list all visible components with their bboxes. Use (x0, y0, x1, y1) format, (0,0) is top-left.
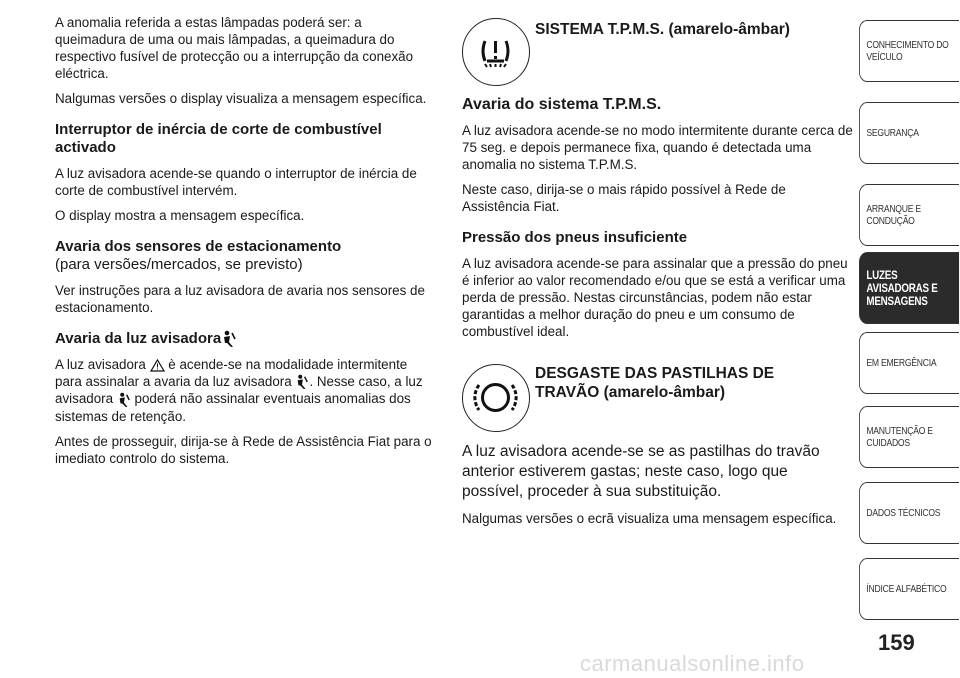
tab-emergency[interactable]: EM EMERGÊNCIA (859, 332, 959, 394)
paragraph: A luz avisadora acende-se quando o interruptor de inércia de corte de combustível intervém. (55, 166, 417, 198)
warning-triangle-icon (150, 359, 165, 372)
footer-watermark: carmanualsonline.info (580, 651, 805, 676)
airbag-person-icon (295, 374, 309, 390)
heading-warning-light-fault: Avaria da luz avisadora (55, 330, 435, 348)
brake-section (462, 442, 842, 535)
paragraph: Neste caso, dirija-se o mais rápido possível à Rede de Assistência Fiat. (462, 182, 786, 214)
tab-warning-lights[interactable]: LUZES AVISADORAS E MENSAGENS (859, 252, 959, 324)
brake-pads-title: DESGASTE DAS PASTILHAS DE TRAVÃO (amarelo-âmbar) (535, 365, 775, 401)
tab-technical-data[interactable]: DADOS TÉCNICOS (859, 482, 959, 544)
tab-starting-driving[interactable]: ARRANQUE E CONDUÇÃO (859, 184, 959, 246)
heading-inertia-switch: Interruptor de inércia de corte de combustível activado (55, 121, 382, 156)
paragraph: A luz avisadora acende-se para assinalar que a pressão do pneu é inferior ao valor recomendado e/ou que se está a verificar uma perda de pressão. Nestas circunstâncias, podem não estar garantidas a melhor duração do pneu e um consumo de combustível ideal. (462, 256, 848, 339)
paragraph: O display mostra a mensagem específica. (55, 208, 305, 223)
heading-low-pressure: Pressão dos pneus insuficiente (462, 229, 688, 246)
airbag-person-icon (117, 392, 131, 408)
paragraph: Ver instruções para a luz avisadora de avaria nos sensores de estacionamento. (55, 283, 425, 315)
paragraph: Nalgumas versões o display visualiza a mensagem específica. (55, 91, 427, 106)
left-column (55, 14, 435, 475)
tab-maintenance[interactable]: MANUTENÇÃO E CUIDADOS (859, 406, 959, 468)
paragraph: A luz avisadora acende-se no modo intermitente durante cerca de 75 seg. e depois permanece fixa, quando é detectada uma anomalia no sistema T.P.M.S. (462, 123, 853, 172)
paragraph: A anomalia referida a estas lâmpadas poderá ser: a queimadura de uma ou mais lâmpadas, a queimadura do respectivo fusível de protecção ou a interrupção da conexão eléctrica. (55, 15, 414, 81)
heading-parking-sensors: Avaria dos sensores de estacionamento (para versões/mercados, se previsto) (55, 238, 342, 273)
paragraph: Nalgumas versões o ecrã visualiza uma mensagem específica. (462, 511, 837, 526)
page-number: 159 (878, 630, 915, 655)
tpms-tire-icon (462, 18, 530, 86)
tab-index[interactable]: ÍNDICE ALFABÉTICO (859, 558, 959, 620)
paragraph: A luz avisadora acende-se se as pastilhas do travão anterior estiverem gastas; neste caso, logo que possível, proceder à sua substituição. (462, 443, 820, 500)
airbag-person-icon (221, 330, 237, 348)
paragraph-airbag: A luz avisadora è acende-se na modalidade intermitente para assinalar a avaria da luz avisadora . Nesse caso, a luz avisadora poderá não assinalar eventuais anomalias dos sistemas de retenção. (55, 357, 423, 424)
tab-safety[interactable]: SEGURANÇA (859, 102, 959, 164)
heading-tpms-fault: Avaria do sistema T.P.M.S. (462, 96, 662, 113)
paragraph: Antes de prosseguir, dirija-se à Rede de Assistência Fiat para o imediato controlo do sistema. (55, 433, 432, 466)
tab-vehicle-knowledge[interactable]: CONHECIMENTO DO VEÍCULO (859, 20, 959, 82)
brake-pad-icon (462, 364, 530, 432)
tpms-title: SISTEMA T.P.M.S. (amarelo-âmbar) (535, 21, 790, 38)
tpms-section (462, 96, 854, 348)
